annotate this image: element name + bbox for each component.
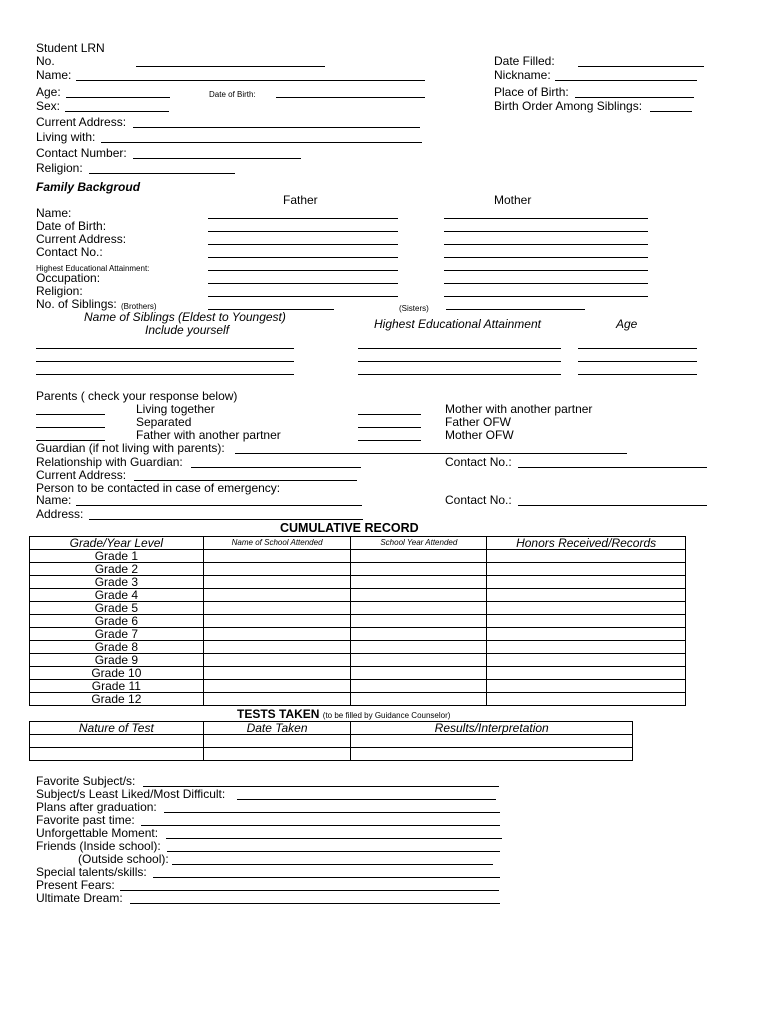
- sibling-education-field[interactable]: [358, 361, 561, 362]
- plans-field[interactable]: [164, 812, 500, 813]
- relationship-label: Relationship with Guardian:: [36, 455, 183, 469]
- honors-header: Honors Received/Records: [487, 537, 686, 550]
- school-header: Name of School Attended: [203, 537, 351, 550]
- mother-field[interactable]: [444, 257, 648, 258]
- friends-inside-field[interactable]: [167, 851, 500, 852]
- table-row: [30, 680, 686, 693]
- parents-option: Separated: [136, 415, 192, 429]
- religion-field[interactable]: [89, 173, 235, 174]
- table-row: [30, 576, 686, 589]
- lrn-no-label: No.: [36, 54, 55, 68]
- table-row: [30, 589, 686, 602]
- table-cell[interactable]: [203, 693, 351, 706]
- table-cell[interactable]: [203, 563, 351, 576]
- moment-label: Unforgettable Moment:: [36, 826, 159, 840]
- table-cell[interactable]: [351, 667, 487, 680]
- contact-field[interactable]: [133, 158, 301, 159]
- grade-cell: Grade 8: [30, 641, 204, 654]
- table-cell[interactable]: [487, 667, 686, 680]
- address-field[interactable]: [133, 127, 420, 128]
- name-label: Name:: [36, 68, 72, 82]
- parents-heading: Parents ( check your response below): [36, 389, 238, 403]
- lrn-field[interactable]: [136, 66, 325, 67]
- siblings-names-heading: Name of Siblings (Eldest to Youngest): [84, 310, 286, 324]
- religion-label: Religion:: [36, 161, 83, 175]
- table-cell[interactable]: [203, 615, 351, 628]
- living-with-field[interactable]: [101, 142, 422, 143]
- mother-field[interactable]: [444, 218, 648, 219]
- nickname-label: Nickname:: [494, 68, 551, 82]
- moment-field[interactable]: [166, 838, 502, 839]
- family-heading: Family Backgroud: [36, 180, 141, 194]
- mother-field[interactable]: [444, 244, 648, 245]
- school-year-header: School Year Attended: [351, 537, 487, 550]
- guardian-field[interactable]: [235, 453, 627, 454]
- table-row: [30, 748, 633, 761]
- father-field[interactable]: [208, 296, 398, 297]
- brothers-label: (Brothers): [121, 302, 157, 311]
- father-field[interactable]: [208, 231, 398, 232]
- talents-label: Special talents/skills:: [36, 865, 147, 879]
- family-row-label: Current Address:: [36, 232, 127, 246]
- table-cell[interactable]: [487, 680, 686, 693]
- sibling-name-field[interactable]: [36, 374, 294, 375]
- lrn-label: Student LRN: [36, 41, 105, 55]
- table-cell[interactable]: [487, 576, 686, 589]
- past-time-label: Favorite past time:: [36, 813, 135, 827]
- dream-field[interactable]: [130, 903, 500, 904]
- table-cell[interactable]: [203, 654, 351, 667]
- cumulative-table: [29, 536, 686, 706]
- grade-cell: Grade 9: [30, 654, 204, 667]
- table-cell[interactable]: [351, 654, 487, 667]
- table-cell[interactable]: [351, 615, 487, 628]
- parents-check[interactable]: [36, 427, 105, 428]
- grade-cell: Grade 6: [30, 615, 204, 628]
- table-cell[interactable]: [351, 589, 487, 602]
- birthplace-field[interactable]: [575, 97, 694, 98]
- emergency-label: Person to be contacted in case of emergency:: [36, 481, 281, 495]
- grade-cell: Grade 3: [30, 576, 204, 589]
- father-field[interactable]: [208, 244, 398, 245]
- table-cell[interactable]: [487, 654, 686, 667]
- birth-order-label: Birth Order Among Siblings:: [494, 99, 643, 113]
- test-nature-header: Nature of Test: [30, 722, 204, 735]
- age-field[interactable]: [66, 97, 170, 98]
- grade-cell: Grade 2: [30, 563, 204, 576]
- parents-option: Father OFW: [445, 415, 512, 429]
- relationship-field[interactable]: [191, 467, 361, 468]
- table-cell[interactable]: [351, 748, 633, 761]
- table-cell[interactable]: [203, 680, 351, 693]
- table-row: [30, 693, 686, 706]
- date-filled-field[interactable]: [578, 66, 704, 67]
- grade-cell: Grade 4: [30, 589, 204, 602]
- least-liked-field[interactable]: [237, 799, 496, 800]
- mother-heading: Mother: [494, 193, 532, 207]
- table-cell[interactable]: [487, 615, 686, 628]
- table-cell[interactable]: [203, 748, 351, 761]
- table-cell[interactable]: [351, 641, 487, 654]
- table-cell[interactable]: [487, 550, 686, 563]
- table-cell[interactable]: [487, 563, 686, 576]
- sisters-label: (Sisters): [399, 304, 429, 313]
- father-heading: Father: [283, 193, 318, 207]
- table-cell[interactable]: [203, 667, 351, 680]
- sibling-education-field[interactable]: [358, 348, 561, 349]
- table-row: [30, 735, 633, 748]
- table-row: [30, 602, 686, 615]
- nickname-field[interactable]: [555, 80, 697, 81]
- table-cell[interactable]: [351, 563, 487, 576]
- table-row: [30, 537, 686, 550]
- sex-label: Sex:: [36, 99, 61, 113]
- guardian-address-label: Current Address:: [36, 468, 127, 482]
- table-cell[interactable]: [351, 628, 487, 641]
- table-cell[interactable]: [487, 589, 686, 602]
- family-row-label: Highest Educational Attainment:: [36, 264, 150, 273]
- tests-note: (to be filled by Guidance Counselor): [322, 711, 451, 720]
- sibling-name-field[interactable]: [36, 348, 294, 349]
- table-cell[interactable]: [203, 602, 351, 615]
- living-with-label: Living with:: [36, 130, 96, 144]
- table-cell[interactable]: [351, 602, 487, 615]
- family-row-label: Date of Birth:: [36, 219, 107, 233]
- parents-check[interactable]: [358, 440, 421, 441]
- sibling-age-field[interactable]: [578, 348, 697, 349]
- table-cell[interactable]: [203, 589, 351, 602]
- past-time-field[interactable]: [141, 825, 500, 826]
- grade-cell: Grade 12: [30, 693, 204, 706]
- sex-field[interactable]: [65, 111, 169, 112]
- contact-label: Contact Number:: [36, 146, 127, 160]
- table-row: [30, 615, 686, 628]
- table-cell[interactable]: [351, 735, 633, 748]
- emergency-contact-field[interactable]: [518, 505, 707, 506]
- emergency-address-field[interactable]: [89, 519, 363, 520]
- emergency-name-field[interactable]: [76, 505, 362, 506]
- siblings-label: No. of Siblings:: [36, 297, 117, 311]
- emergency-address-label: Address:: [36, 507, 84, 521]
- grade-cell: Grade 10: [30, 667, 204, 680]
- grade-header: Grade/Year Level: [30, 537, 204, 550]
- father-field[interactable]: [208, 283, 398, 284]
- emergency-contact-label: Contact No.:: [445, 493, 512, 507]
- guardian-contact-field[interactable]: [518, 467, 707, 468]
- family-row-label: Contact No.:: [36, 245, 103, 259]
- table-row: [30, 654, 686, 667]
- grade-cell: Grade 7: [30, 628, 204, 641]
- parents-check[interactable]: [358, 427, 421, 428]
- least-liked-label: Subject/s Least Liked/Most Difficult:: [36, 787, 226, 801]
- table-row: [30, 667, 686, 680]
- birthplace-label: Place of Birth:: [494, 85, 569, 99]
- sibling-education-heading: Highest Educational Attainment: [374, 317, 541, 331]
- fears-field[interactable]: [120, 890, 499, 891]
- mother-field[interactable]: [444, 283, 648, 284]
- date-filled-label: Date Filled:: [494, 54, 555, 68]
- guardian-label: Guardian (if not living with parents):: [36, 441, 225, 455]
- plans-label: Plans after graduation:: [36, 800, 157, 814]
- table-cell[interactable]: [203, 735, 351, 748]
- age-label: Age:: [36, 85, 61, 99]
- father-field[interactable]: [208, 257, 398, 258]
- favorite-subject-label: Favorite Subject/s:: [36, 774, 136, 788]
- family-row-label: Religion:: [36, 284, 83, 298]
- test-results-header: Results/Interpretation: [351, 722, 633, 735]
- table-cell[interactable]: [487, 628, 686, 641]
- parents-check[interactable]: [36, 414, 105, 415]
- table-cell[interactable]: [203, 641, 351, 654]
- parents-option: Father with another partner: [136, 428, 281, 442]
- table-cell[interactable]: [351, 680, 487, 693]
- table-cell[interactable]: [351, 550, 487, 563]
- family-row-label: Occupation:: [36, 271, 101, 285]
- sibling-name-field[interactable]: [36, 361, 294, 362]
- sisters-field[interactable]: [446, 309, 585, 310]
- dob-label: Date of Birth:: [209, 90, 256, 99]
- table-row: [30, 722, 633, 735]
- talents-field[interactable]: [153, 877, 500, 878]
- siblings-names-subheading: Include yourself: [145, 323, 230, 337]
- table-row: [30, 550, 686, 563]
- cumulative-title: CUMULATIVE RECORD: [280, 521, 419, 535]
- table-cell[interactable]: [351, 576, 487, 589]
- grade-cell: Grade 1: [30, 550, 204, 563]
- friends-outside-label: (Outside school):: [78, 852, 169, 866]
- table-cell[interactable]: [351, 693, 487, 706]
- birth-order-field[interactable]: [650, 111, 692, 112]
- mother-field[interactable]: [444, 231, 648, 232]
- grade-cell: Grade 11: [30, 680, 204, 693]
- tests-title: TESTS TAKEN: [237, 707, 320, 721]
- table-cell[interactable]: [487, 641, 686, 654]
- grade-cell: Grade 5: [30, 602, 204, 615]
- sibling-education-field[interactable]: [358, 374, 561, 375]
- sibling-age-field[interactable]: [578, 374, 697, 375]
- father-field[interactable]: [208, 270, 398, 271]
- mother-field[interactable]: [444, 270, 648, 271]
- parents-check[interactable]: [358, 414, 421, 415]
- guardian-contact-label: Contact No.:: [445, 455, 512, 469]
- emergency-name-label: Name:: [36, 493, 72, 507]
- parents-option: Mother OFW: [445, 428, 514, 442]
- fears-label: Present Fears:: [36, 878, 115, 892]
- table-cell[interactable]: [203, 628, 351, 641]
- family-row-label: Name:: [36, 206, 72, 220]
- parents-option: Living together: [136, 402, 215, 416]
- table-cell[interactable]: [203, 576, 351, 589]
- parents-option: Mother with another partner: [445, 402, 593, 416]
- test-date-header: Date Taken: [203, 722, 351, 735]
- table-cell[interactable]: [30, 748, 204, 761]
- table-row: [30, 563, 686, 576]
- table-cell[interactable]: [30, 735, 204, 748]
- sibling-age-heading: Age: [616, 317, 638, 331]
- table-cell[interactable]: [203, 550, 351, 563]
- address-label: Current Address:: [36, 115, 127, 129]
- friends-inside-label: Friends (Inside school):: [36, 839, 161, 853]
- tests-table: [29, 721, 633, 761]
- friends-outside-field[interactable]: [172, 864, 493, 865]
- mother-field[interactable]: [444, 296, 648, 297]
- table-cell[interactable]: [487, 602, 686, 615]
- sibling-age-field[interactable]: [578, 361, 697, 362]
- table-row: [30, 628, 686, 641]
- father-field[interactable]: [208, 218, 398, 219]
- table-row: [30, 641, 686, 654]
- dob-field[interactable]: [276, 97, 425, 98]
- dream-label: Ultimate Dream:: [36, 891, 123, 905]
- name-field[interactable]: [76, 80, 425, 81]
- table-cell[interactable]: [487, 693, 686, 706]
